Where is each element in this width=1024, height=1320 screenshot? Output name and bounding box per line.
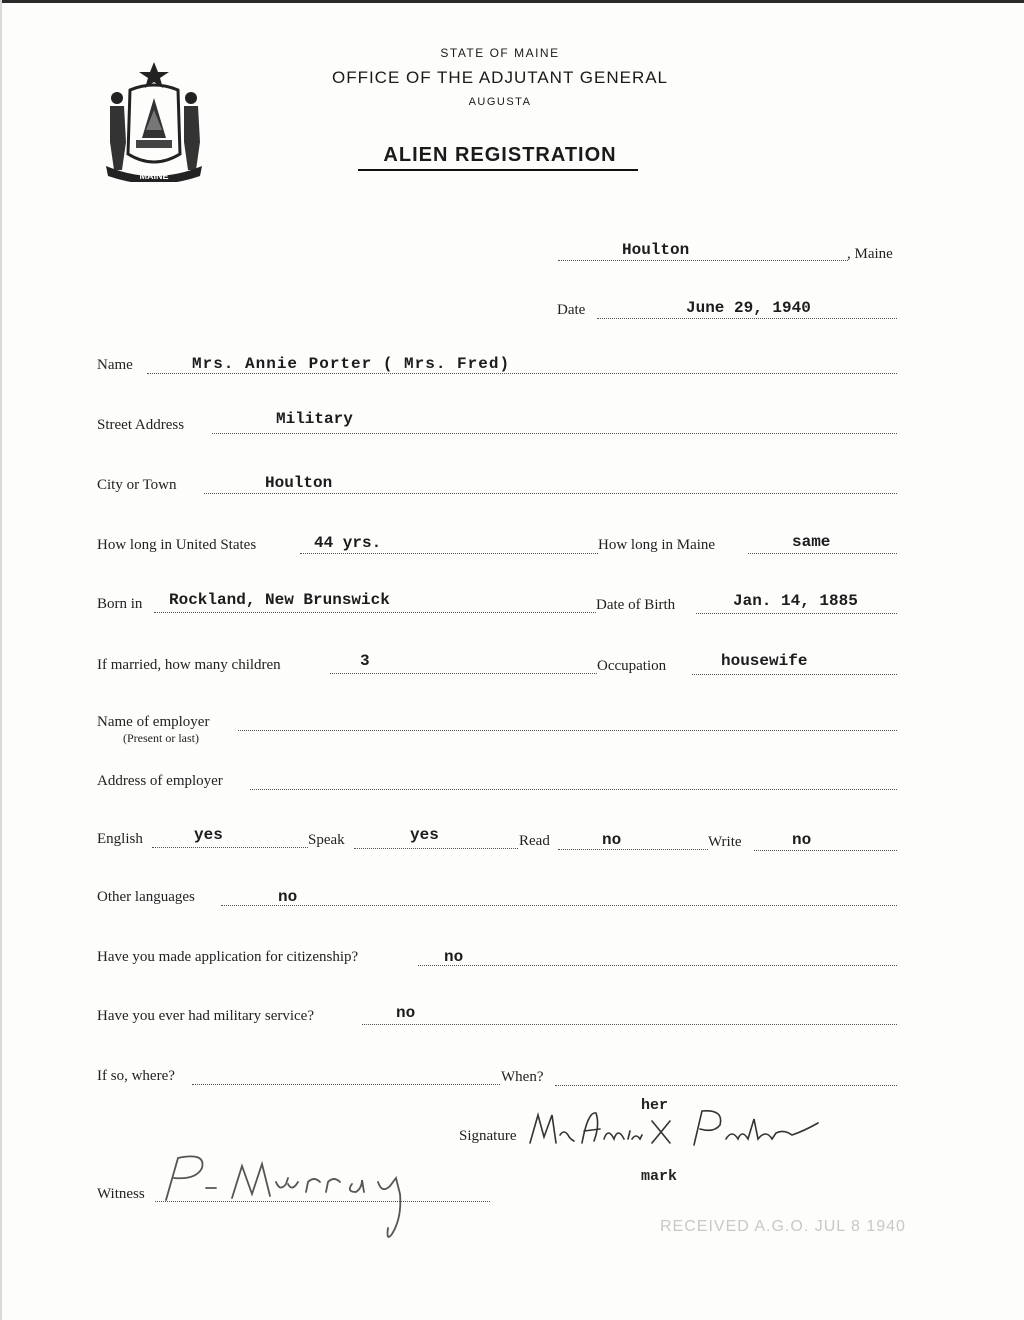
born-in-label: Born in xyxy=(97,596,143,612)
occupation-label: Occupation xyxy=(597,658,667,674)
date-label: Date xyxy=(557,302,586,318)
title-underline xyxy=(358,169,638,171)
city-line xyxy=(204,493,897,494)
other-languages-value[interactable]: no xyxy=(278,888,298,906)
where-line xyxy=(192,1084,500,1085)
name-value[interactable]: Mrs. Annie Porter ( Mrs. Fred) xyxy=(192,355,511,373)
citizenship-line xyxy=(418,965,897,966)
city-label: City or Town xyxy=(97,477,177,493)
speak-value[interactable]: yes xyxy=(410,826,439,844)
when-label: When? xyxy=(501,1069,544,1085)
read-label: Read xyxy=(519,833,550,849)
speak-line xyxy=(354,848,518,849)
english-value[interactable]: yes xyxy=(194,826,223,844)
military-label: Have you ever had military service? xyxy=(97,1008,314,1024)
svg-text:MAINE: MAINE xyxy=(139,171,169,181)
witness-label: Witness xyxy=(97,1186,145,1202)
signature-mark: mark xyxy=(641,1168,678,1185)
when-line xyxy=(555,1085,897,1086)
street-label: Street Address xyxy=(97,417,185,433)
street-line xyxy=(212,433,897,434)
english-label: English xyxy=(97,831,143,847)
speak-label: Speak xyxy=(308,832,345,848)
children-label: If married, how many children xyxy=(97,657,281,673)
employer-address-line xyxy=(250,789,897,790)
how-long-us-line xyxy=(300,553,598,554)
other-languages-line xyxy=(221,905,897,906)
dob-value[interactable]: Jan. 14, 1885 xyxy=(733,592,858,610)
header-city: AUGUSTA xyxy=(468,96,532,108)
citizenship-value[interactable]: no xyxy=(444,948,464,966)
dob-line xyxy=(696,613,897,614)
scan-left-edge xyxy=(0,0,2,1320)
place-value[interactable]: Houlton xyxy=(622,241,690,259)
write-value[interactable]: no xyxy=(792,831,812,849)
date-line xyxy=(597,318,897,319)
signature-her: her xyxy=(641,1097,669,1114)
read-value[interactable]: no xyxy=(602,831,622,849)
name-line xyxy=(147,373,897,374)
street-value[interactable]: Military xyxy=(276,410,353,428)
signature-handwritten xyxy=(524,1105,824,1155)
place-line xyxy=(558,260,848,261)
city-value[interactable]: Houlton xyxy=(265,474,333,492)
how-long-maine-value[interactable]: same xyxy=(792,533,831,551)
dob-label: Date of Birth xyxy=(596,597,676,613)
how-long-maine-label: How long in Maine xyxy=(598,537,716,553)
occupation-value[interactable]: housewife xyxy=(721,652,808,670)
how-long-us-label: How long in United States xyxy=(97,537,257,553)
military-value[interactable]: no xyxy=(396,1004,416,1022)
employer-label: Name of employer xyxy=(97,714,210,730)
occupation-line xyxy=(692,674,897,675)
employer-address-label: Address of employer xyxy=(97,773,223,789)
how-long-maine-line xyxy=(748,553,897,554)
where-label: If so, where? xyxy=(97,1068,175,1084)
born-in-value[interactable]: Rockland, New Brunswick xyxy=(169,591,390,609)
place-suffix: , Maine xyxy=(847,246,893,262)
date-value[interactable]: June 29, 1940 xyxy=(686,299,811,317)
military-line xyxy=(362,1024,897,1025)
name-label: Name xyxy=(97,357,133,373)
children-value[interactable]: 3 xyxy=(360,652,370,670)
children-line xyxy=(330,673,597,674)
other-languages-label: Other languages xyxy=(97,889,195,905)
born-in-line xyxy=(154,612,596,613)
write-label: Write xyxy=(708,834,742,850)
employer-sublabel: (Present or last) xyxy=(123,731,199,745)
citizenship-label: Have you made application for citizenship? xyxy=(97,949,359,965)
header-office: OFFICE OF THE ADJUTANT GENERAL xyxy=(331,68,669,87)
english-line xyxy=(152,847,308,848)
form-title: ALIEN REGISTRATION xyxy=(383,144,617,166)
header-state: STATE OF MAINE xyxy=(440,46,560,60)
scan-top-edge xyxy=(0,0,1024,3)
write-line xyxy=(754,850,897,851)
signature-label: Signature xyxy=(459,1128,517,1144)
received-stamp: RECEIVED A.G.O. JUL 8 1940 xyxy=(660,1218,906,1235)
how-long-us-value[interactable]: 44 yrs. xyxy=(314,534,382,552)
employer-line xyxy=(238,730,897,731)
read-line xyxy=(558,849,708,850)
witness-handwritten xyxy=(156,1148,456,1244)
